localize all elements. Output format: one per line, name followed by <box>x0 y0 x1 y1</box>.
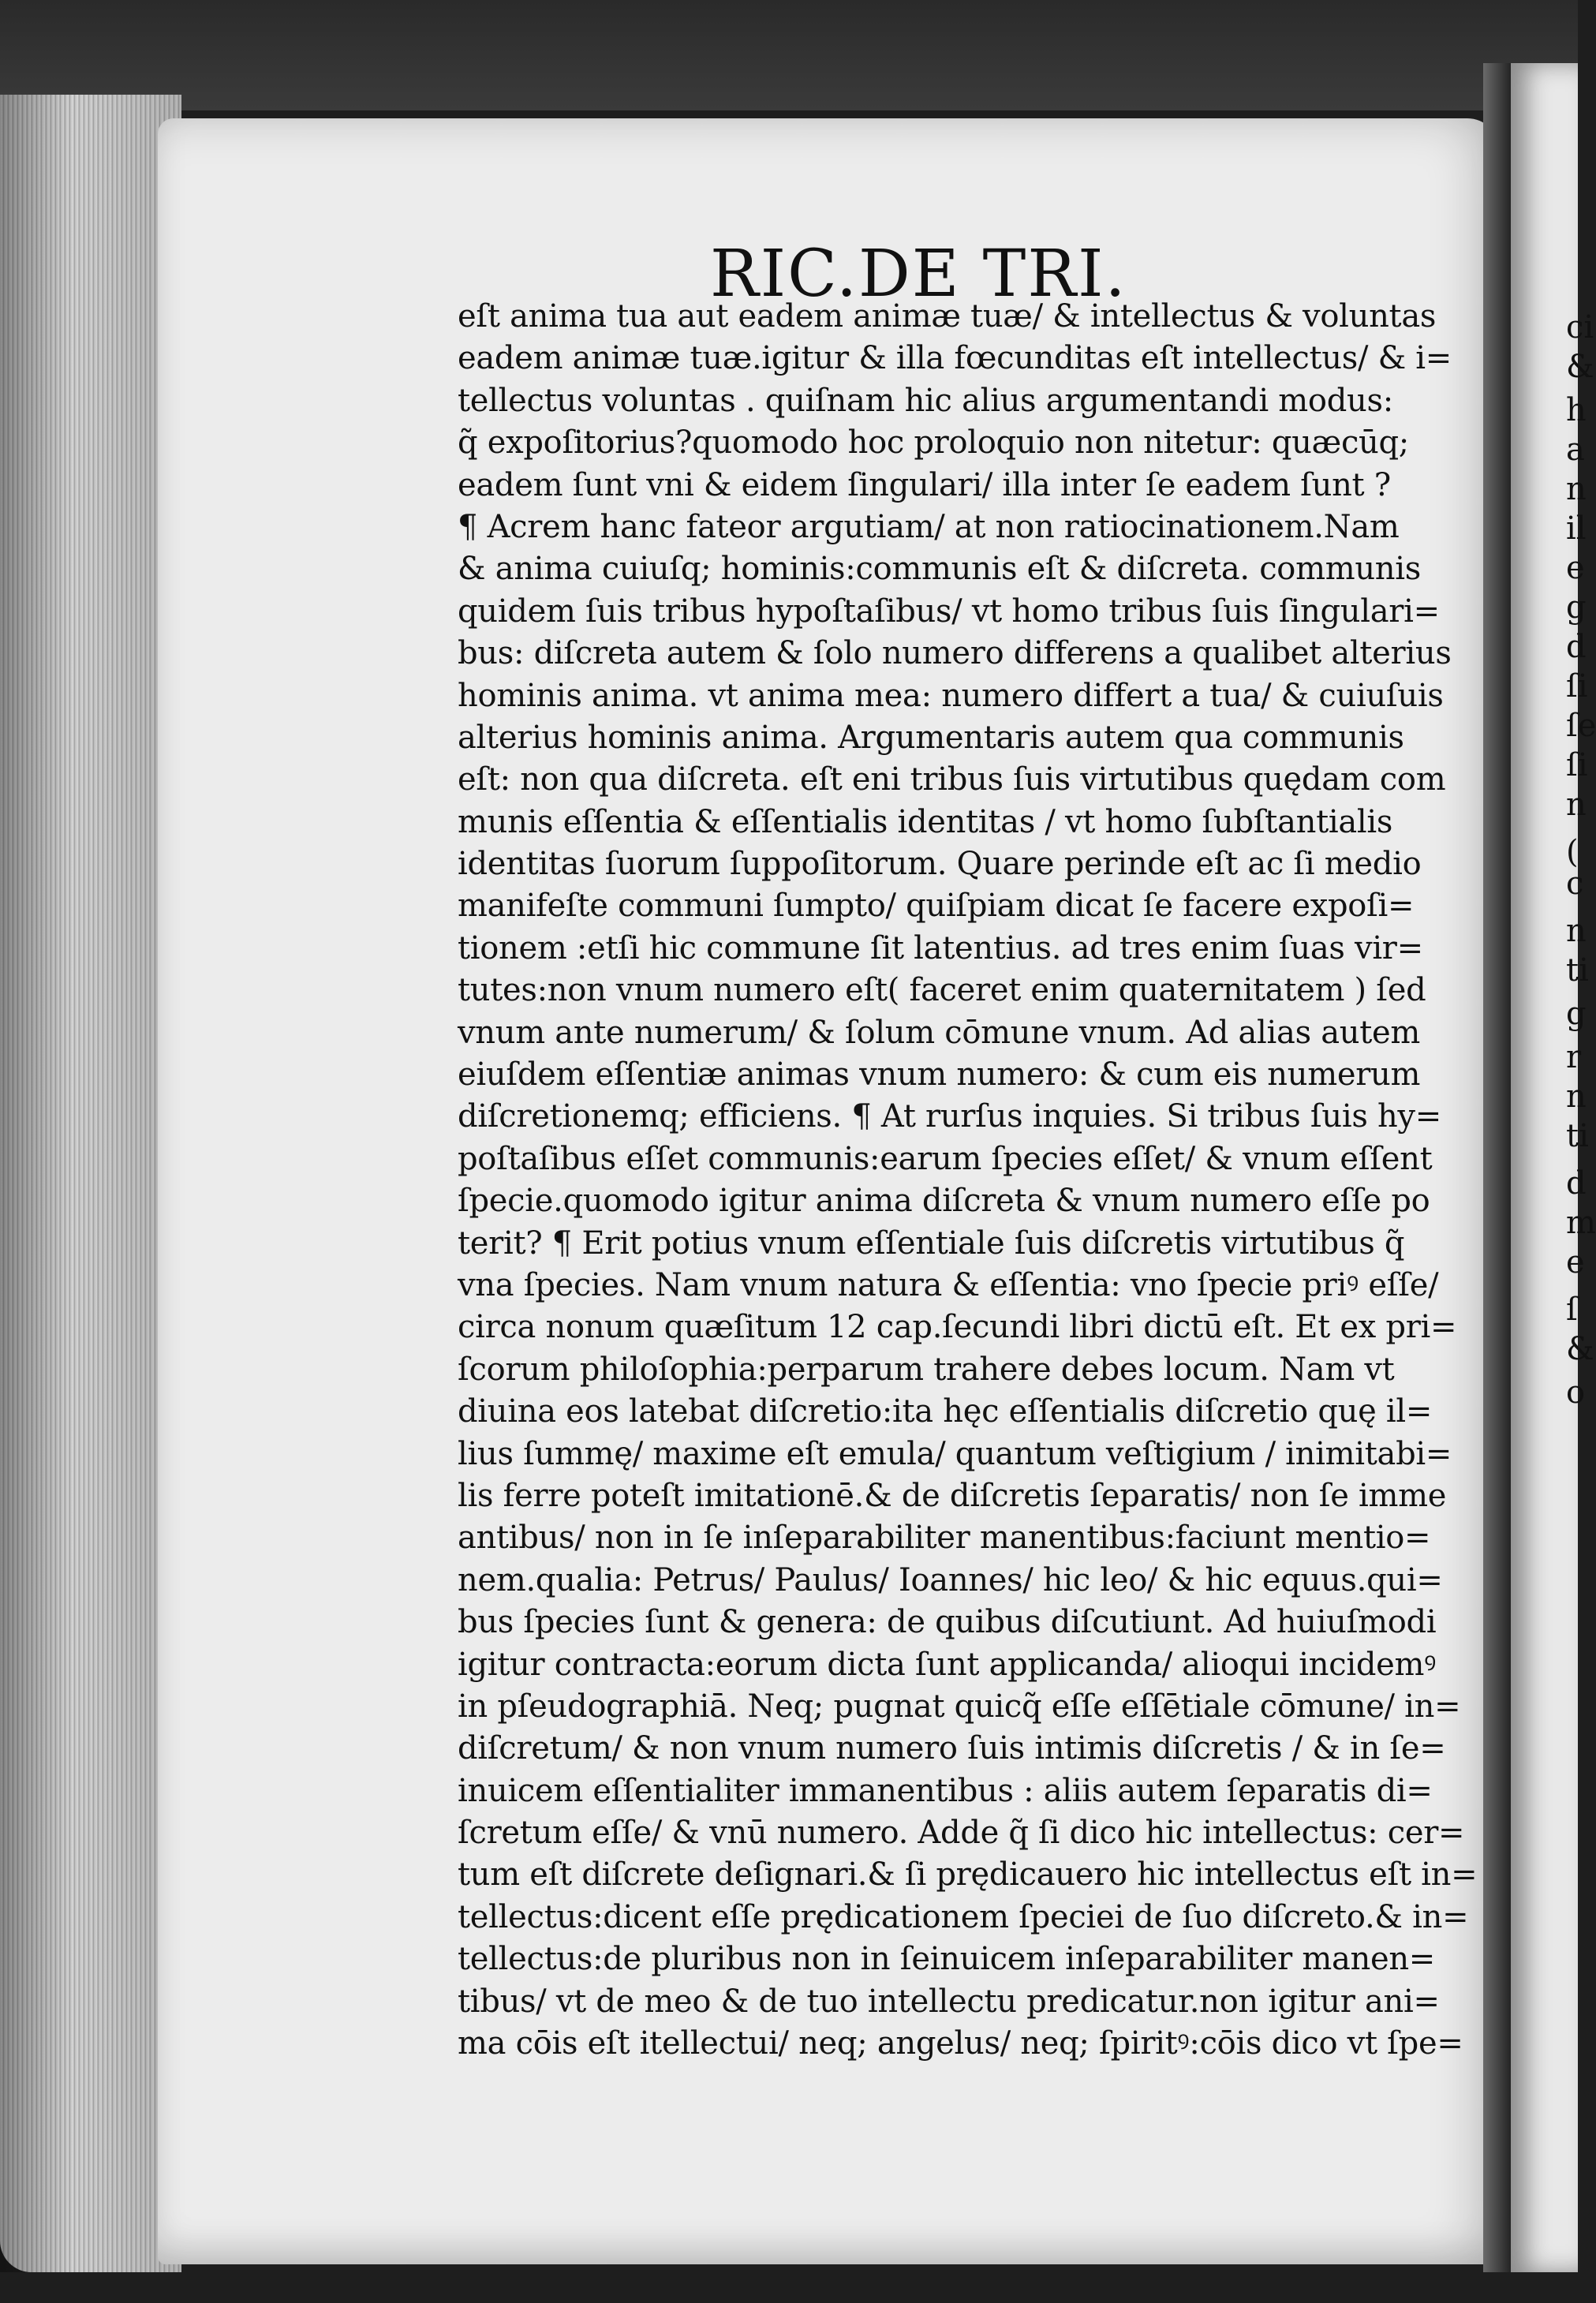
facing-page-fragment: ſe <box>1566 708 1596 744</box>
text-line: identitas ſuorum ſuppoſitorum. Quare perinde eſt ac ſi medio <box>458 846 1422 883</box>
text-line: tionem :etſi hic commune ſit latentius. ad tres enim ſuas vir= <box>458 929 1423 966</box>
text-line: diſcretionemq; efficiens. ¶ At rurſus inquies. Si tribus ſuis hy= <box>458 1098 1441 1135</box>
facing-page-fragment: g <box>1566 996 1587 1032</box>
text-line: terit? ¶ Erit potius vnum eſſentiale ſuis diſcretis virtutibus q̃ <box>458 1224 1405 1262</box>
running-head: RIC.DE TRI. <box>710 237 1127 312</box>
facing-page-fragment: g <box>1566 589 1587 626</box>
facing-page-fragment: ci <box>1566 309 1594 346</box>
facing-page-fragment: n <box>1566 471 1587 507</box>
text-line: poſtaſibus eſſet communis:earum ſpecies eſſet/ & vnum eſſent <box>458 1140 1433 1177</box>
facing-page-fragment: m <box>1566 1205 1596 1241</box>
facing-page-fragment: d <box>1566 1165 1587 1202</box>
text-line: eſt: non qua diſcreta. eſt eni tribus ſuis virtutibus quędam com <box>458 761 1446 798</box>
book-gutter <box>1483 63 1515 2272</box>
text-line: quidem ſuis tribus hypoſtaſibus/ vt homo tribus ſuis ſingulari= <box>458 593 1440 630</box>
facing-page-fragment: n <box>1566 1079 1587 1115</box>
text-line: ſcorum philoſophia:perparum trahere debes locum. Nam vt <box>458 1351 1395 1388</box>
text-line: circa nonum quæſitum 12 cap.ſecundi libri dictū eſt. Et ex pri= <box>458 1309 1457 1346</box>
text-line: lis ferre poteſt imitationē.& de diſcretis ſeparatis/ non ſe imme <box>458 1477 1447 1514</box>
facing-page-fragment: n <box>1566 913 1587 949</box>
facing-page-fragment: c <box>1566 865 1584 902</box>
text-line: & anima cuiuſq; hominis:communis eſt & diſcreta. communis <box>458 551 1421 588</box>
facing-page-fragment: n <box>1566 787 1587 823</box>
background-top <box>0 0 1578 110</box>
facing-page-fragment: ti <box>1566 1118 1589 1154</box>
text-line: vna ſpecies. Nam vnum natura & eſſentia: vno ſpecie priꝰ eſſe/ <box>458 1266 1439 1303</box>
text-line: tum eſt diſcrete deſignari.& ſi prędicauero hic intellectus eſt in= <box>458 1856 1478 1894</box>
facing-page-fragment: e <box>1566 550 1585 586</box>
text-line: tellectus:dicent eſſe prędicationem ſpeciei de ſuo diſcreto.& in= <box>458 1898 1469 1935</box>
facing-page-fragment: d <box>1566 629 1587 665</box>
text-line: in pſeudographiā. Neq; pugnat quicq̃ eſſe eſſētiale cōmune/ in= <box>458 1688 1461 1725</box>
text-line: bus: diſcreta autem & ſolo numero differens a qualibet alterius <box>458 635 1452 672</box>
text-line: ſcretum eſſe/ & vnū numero. Adde q̃ ſi dico hic intellectus: cer= <box>458 1815 1465 1852</box>
text-line: eadem ſunt vni & eidem ſingulari/ illa inter ſe eadem ſunt ? <box>458 466 1391 503</box>
facing-page-fragment: ti <box>1566 952 1589 989</box>
text-line: diſcretum/ & non vnum numero ſuis intimis diſcretis / & in ſe= <box>458 1730 1446 1767</box>
text-line: eadem animæ tuæ.igitur & illa fœcunditas eſt intellectus/ & i= <box>458 340 1452 377</box>
facing-page-fragment: & <box>1566 1331 1594 1367</box>
text-line: nem.qualia: Petrus/ Paulus/ Ioannes/ hic leo/ & hic equus.qui= <box>458 1561 1443 1598</box>
page-edges-shade <box>0 95 181 2272</box>
text-line: ſpecie.quomodo igitur anima diſcreta & vnum numero eſſe po <box>458 1183 1430 1220</box>
text-line: hominis anima. vt anima mea: numero differt a tua/ & cuiuſuis <box>458 677 1444 714</box>
text-line: eiuſdem eſſentiæ animas vnum numero: & cum eis numerum <box>458 1056 1421 1094</box>
text-line: tellectus voluntas . quiſnam hic alius argumentandi modus: <box>458 382 1393 419</box>
text-line: tellectus:de pluribus non in ſeinuicem inſeparabiliter manen= <box>458 1941 1436 1978</box>
facing-page-fragment: r <box>1566 1039 1582 1075</box>
facing-page-fragment: h <box>1566 392 1587 428</box>
text-line: munis eſſentia & eſſentialis identitas / vt homo ſubſtantialis <box>458 803 1393 840</box>
facing-page-fragment: ( <box>1566 834 1579 870</box>
facing-page-fragment: o <box>1566 1374 1586 1411</box>
text-line: manifeſte communi ſumpto/ quiſpiam dicat ſe facere expoſi= <box>458 888 1415 925</box>
text-line: vnum ante numerum/ & ſolum cōmune vnum. Ad alias autem <box>458 1014 1420 1051</box>
text-line: q̃ expoſitorius?quomodo hoc proloquio non nitetur: quæcūq; <box>458 424 1409 462</box>
text-line: bus ſpecies ſunt & genera: de quibus diſcutiunt. Ad huiuſmodi <box>458 1604 1437 1641</box>
text-line: eſt anima tua aut eadem animæ tuæ/ & intellectus & voluntas <box>458 298 1437 335</box>
facing-page-fragment: ſ <box>1566 1292 1578 1328</box>
body-text <box>458 296 1478 2065</box>
text-line: lius ſummę/ maxime eſt emula/ quantum veſtigium / inimitabi= <box>458 1435 1452 1472</box>
text-line: tutes:non vnum numero eſt( faceret enim quaternitatem ) ſed <box>458 972 1426 1009</box>
facing-page-fragment: ſi <box>1566 668 1588 705</box>
text-line: ¶ Acrem hanc fateor argutiam/ at non ratiocinationem.Nam <box>458 508 1400 545</box>
text-line: tibus/ vt de meo & de tuo intellectu predicatur.non igitur ani= <box>458 1983 1440 2020</box>
facing-page-fragment: e <box>1566 1244 1585 1280</box>
text-line: ma cōis eſt itellectui/ neq; angelus/ neq; ſpiritꝰ:cōis dico vt ſpe= <box>458 2025 1463 2062</box>
facing-page-fragment: a <box>1566 432 1585 468</box>
text-line: igitur contracta:eorum dicta ſunt applicanda/ alioqui incidemꝰ <box>458 1646 1437 1683</box>
facing-page-fragment: ſi <box>1566 747 1588 783</box>
text-line: inuicem eſſentialiter immanentibus : aliis autem ſeparatis di= <box>458 1772 1433 1809</box>
text-line: alterius hominis anima. Argumentaris autem qua communis <box>458 719 1404 756</box>
facing-page-fragment: il <box>1566 510 1587 547</box>
text-line: antibus/ non in ſe inſeparabiliter manentibus:faciunt mentio= <box>458 1520 1431 1557</box>
text-line: diuina eos latebat diſcretio:ita hęc eſſentialis diſcretio quę il= <box>458 1393 1433 1430</box>
facing-page-fragment: & <box>1566 349 1594 385</box>
